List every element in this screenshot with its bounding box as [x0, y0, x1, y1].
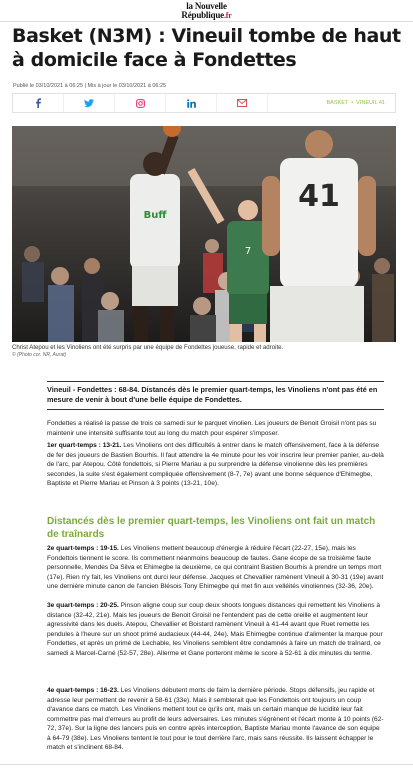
article-subheading: Distancés dès le premier quart-temps, les Vinoliens ont fait un match de traînards — [47, 516, 376, 540]
mail-icon — [237, 99, 247, 107]
share-mail-button[interactable] — [217, 94, 268, 112]
footer-divider — [0, 764, 413, 765]
logo-line1: la Nouvelle — [186, 1, 227, 11]
share-bar — [12, 93, 396, 113]
article-paragraph: Fondettes a réalisé la passe de trois ce samedi sur le parquet vinolien. Les joueurs de Benoit Groisil n'ont pas su maintenir une intensité suffisante tout au long du match pour espérer s'imposer. — [47, 420, 377, 437]
instagram-icon — [136, 99, 145, 108]
quarter-label: 4e quart-temps : 16-23. — [47, 687, 119, 694]
basketball-photo-illustration — [12, 126, 396, 342]
twitter-icon — [84, 99, 94, 108]
svg-text:41: 41 — [298, 179, 340, 214]
share-instagram-button[interactable] — [115, 94, 166, 112]
share-twitter-button[interactable] — [64, 94, 115, 112]
site-logo[interactable] — [0, 2, 413, 20]
header-divider — [0, 21, 413, 22]
linkedin-icon — [187, 99, 196, 108]
article-photo — [12, 126, 396, 342]
photo-credit: © (Photo cor. NR, Aurat) — [12, 352, 67, 358]
quarter-label: 3e quart-temps : 20-25. — [47, 602, 119, 609]
tag-basket[interactable]: BASKET — [326, 100, 349, 106]
tag-vineuil[interactable]: VINEUIL 41 — [356, 100, 385, 106]
share-facebook-button[interactable] — [13, 94, 64, 112]
photo-caption: Christ Atepou et les Vinoliens ont été surpris par une équipe de Fondettes joueuse, rapide et adroite. — [12, 344, 284, 351]
tag-separator: • — [351, 100, 354, 106]
article-tags — [268, 100, 395, 106]
article-paragraph-q2: 2e quart-temps : 19-15. Les Vinoliens mettent beaucoup d'énergie à réduire l'écart (22-27, 15e), mais les Fondettois tiennent le score. Ils commettent néanmoins beaucoup de fautes. Gane écope de sa troisième faute personnelle, Mendes Da Silva et Ehimegbe la deuxième, ce qui contraint Bastien Bourhis à prendre un temps mort (17e). Rien n'y fait, les Vinoliens ont durci leur défense. Jacques et Chevallier ramènent Vineuil à 30-31 (19e) avant une dernière minute canon de l'ancien Blésois Tony Ehimegbe qui met fin aux velléités vinoliennes (32-36, 20e). — [47, 545, 384, 590]
article-title: Basket (N3M) : Vineuil tombe de haut à domicile face à Fondettes — [12, 25, 401, 71]
share-linkedin-button[interactable] — [166, 94, 217, 112]
article-paragraph-q3: 3e quart-temps : 20-25. Pinson aligne coup sur coup deux shoots longues distances qui remettent les Vinoliens à distance (32-42, 21e). Mais les joueurs de Benoit Groisil ne l'entendent pas de cette oreille et augmentent leur agressivité dans les duels. Atepou, Chevallier et Boistard ramènent Vineuil à 41-44 avant que Ruet remette les pendules à l'heure sur un shoot primé audacieux (44-44, 24e). Mais Ehimegbe continue d'alimenter la marque pour Fondettes, et après un primé de Lechable, les Vinoliens semblent être condamnés à faire un match de traînard, ce samedi à Marcel-Carné (52-57, 28e). Allerme et Gane porteront même le score à 52-61 à dix minutes du terme. — [47, 602, 383, 657]
article-dates: Publié le 03/10/2021 à 06:25 | Mis à jour le 03/10/2021 à 06:25 — [13, 83, 167, 89]
article-paragraph-q4: 4e quart-temps : 16-23. Les Vinoliens débutent morts de faim la dernière période. Stops défensifs, jeu rapide et adresse leur permettent de revenir à 58-61 (33e). Mais il semblerait que les Fondettois ont toujours un coup d'avance dans ce match. Les Vinoliens mettent tout ce qu'ils ont, mais un certain manque de lucidité leur fait commettre pas mal d'erreurs au profit de leurs adversaires. Les minutes s'égrènent et l'écart monte à 10 points (62-72, 37e). Sur la ligne des lancers puis en contre après interception, Baptiste Mariau monte l'avance de son équipe à 64-79 (38e). Les Vinoliens tentent le tout pour le tout derrière l'arc, mais sans réussite. Ils laissent échapper le match et s'inclinent 68-84. — [47, 687, 384, 751]
quarter-label: 1er quart-temps : 13-21. — [47, 442, 122, 449]
logo-line2: République.fr — [181, 10, 232, 20]
article-paragraph-q1: 1er quart-temps : 13-21. Les Vinoliens ont des difficultés à entrer dans le match offensivement, face à la défense de fer des joueurs de Bastien Bourhis. Il faut attendre la 4e minute pour les voir inscrire leur premier panier, au-delà de l'arc, par Atepou. Côté fondettois, si Pierre Mariau a pu surprendre la défense vinolienne dès les premières secondes, la suite s'est également compliquée offensivement (8-7, 7e) avant une bonne séquence d'Ehimegbe, Baptiste et Pierre Mariau et Pinson à 3 points (13-21, 10e). — [47, 442, 384, 487]
facebook-icon — [34, 98, 42, 108]
svg-text:7: 7 — [244, 246, 252, 257]
quarter-label: 2e quart-temps : 19-15. — [47, 545, 119, 552]
svg-text:Buff: Buff — [143, 210, 167, 221]
article-lead: Vineuil - Fondettes : 68-84. Distancés dès le premier quart-temps, les Vinoliens n'ont pas été en mesure de venir à bout d'une belle équipe de Fondettes. — [47, 381, 384, 410]
